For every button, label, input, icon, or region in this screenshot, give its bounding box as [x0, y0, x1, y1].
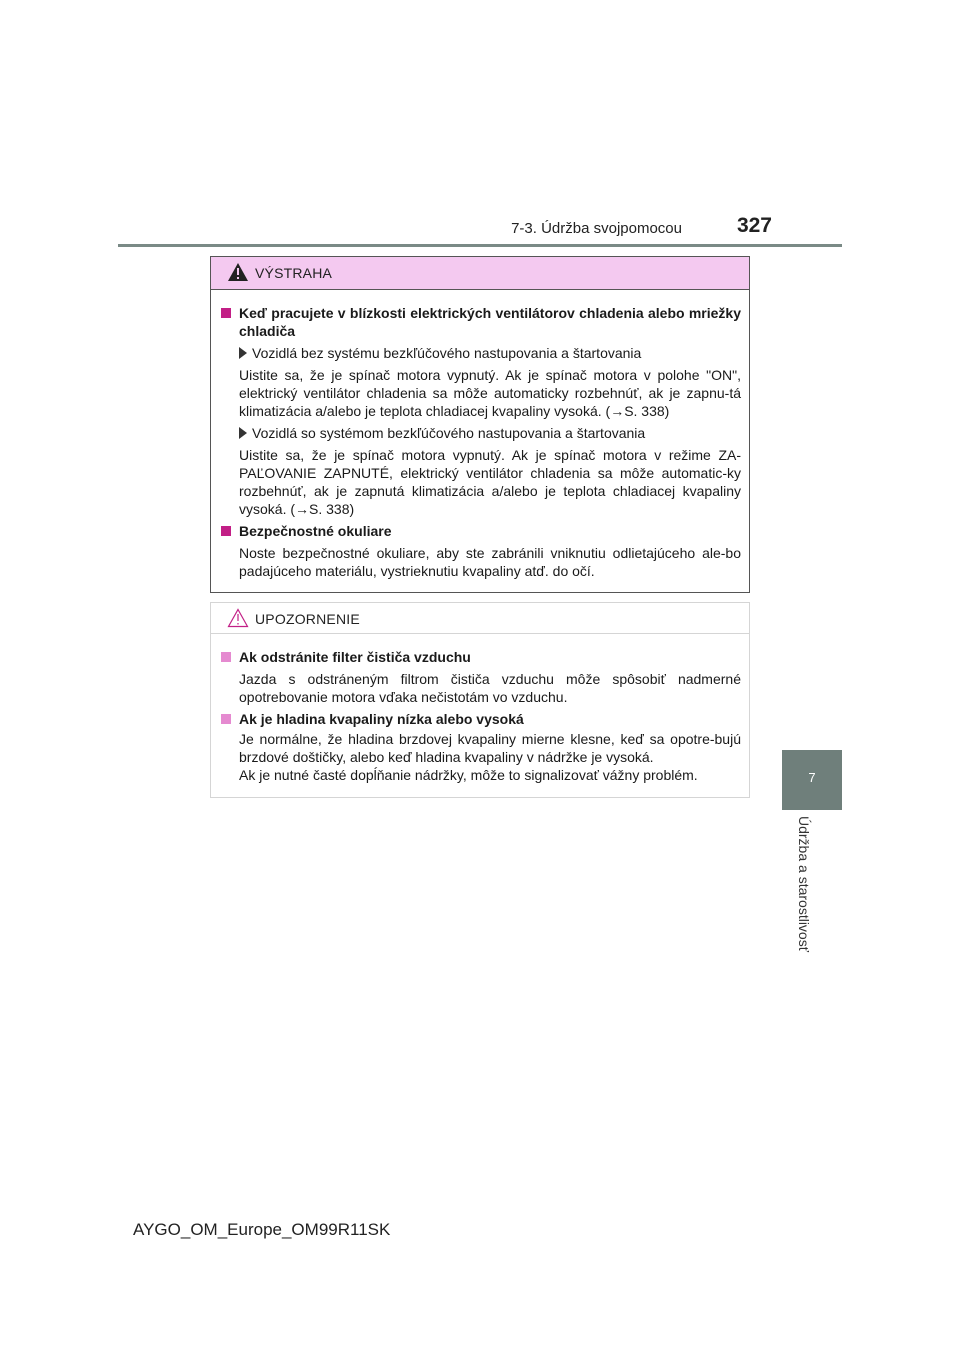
- warning-header: [211, 257, 749, 290]
- heading-text: Keď pracujete v blízkosti elektrických ventilátorov chladenia alebo mriežky chladiča: [239, 305, 741, 339]
- warning-body: [211, 290, 749, 580]
- warning-box: [210, 256, 750, 593]
- caution-item-heading: [219, 648, 741, 666]
- chapter-number: 7: [808, 770, 816, 785]
- heading-text: Bezpečnostné okuliare: [239, 523, 392, 539]
- warning-title: VÝSTRAHA: [255, 265, 333, 281]
- heading-text: Ak je hladina kvapaliny nízka alebo vysoká: [239, 711, 524, 727]
- paragraph: Jazda s odstráneným filtrom čističa vzduchu môže spôsobiť nadmerné opotrebovanie motora vďaka nečistotám vo vzduchu.: [239, 671, 741, 705]
- paragraph: Je normálne, že hladina brzdovej kvapaliny mierne klesne, keď sa opotre-bujú brzdové doštičky, alebo keď hladina kvapaliny v nádržke je vysoká.: [239, 731, 741, 765]
- section-title: 7-3. Údržba svojpomocou: [511, 220, 682, 237]
- header-divider: [118, 244, 842, 247]
- bullet-square-icon: [221, 714, 231, 724]
- bullet-square-icon: [221, 652, 231, 662]
- triangle-arrow-icon: [239, 427, 247, 439]
- caution-box: [210, 602, 750, 798]
- triangle-arrow-icon: [239, 347, 247, 359]
- caution-title: UPOZORNENIE: [255, 611, 360, 627]
- subheading-text: Vozidlá so systémom bezkľúčového nastupovania a štartovania: [252, 425, 646, 441]
- document-id: AYGO_OM_Europe_OM99R11SK: [133, 1220, 391, 1239]
- chapter-tab: [782, 750, 842, 810]
- bullet-square-icon: [221, 308, 231, 318]
- bullet-square-icon: [221, 526, 231, 536]
- caution-item-heading: [219, 710, 741, 728]
- caution-header: [211, 603, 749, 634]
- subheading: [219, 344, 741, 362]
- paragraph: Uistite sa, že je spínač motora vypnutý. Ak je spínač motora v režime ZA-PAĽOVANIE ZAPNUTÉ, elektrický ventilátor chladenia sa môže automatic-ky rozbehnúť, ak je zapnutá klimatizácia a/alebo je teplota chladiacej kvapaliny vysoká. (→S. 338): [239, 447, 741, 517]
- subheading-text: Vozidlá bez systému bezkľúčového nastupovania a štartovania: [252, 345, 642, 361]
- subheading: [219, 424, 741, 442]
- warning-item-heading: [219, 522, 741, 540]
- page-header: [118, 214, 842, 246]
- paragraph: Noste bezpečnostné okuliare, aby ste zabránili vniknutiu odlietajúceho ale-bo padajúceho materiálu, vystrieknutiu kvapaliny atď. do očí.: [239, 545, 741, 579]
- paragraph: Uistite sa, že je spínač motora vypnutý. Ak je spínač motora v polohe "ON", elektrický ventilátor chladenia sa môže automaticky rozbehnúť, ak je zapnu-tá klimatizácia a/alebo je teplota chladiacej kvapaliny vysoká. (→S. 338): [239, 367, 741, 419]
- heading-text: Ak odstránite filter čističa vzduchu: [239, 649, 471, 665]
- warning-item-heading: [219, 304, 741, 340]
- warning-triangle-icon: [227, 262, 249, 282]
- paragraph: Ak je nutné časté dopĺňanie nádržky, môže to signalizovať vážny problém.: [239, 767, 698, 783]
- page-number: 327: [736, 214, 772, 237]
- chapter-label: Údržba a starostlivosť: [796, 816, 812, 952]
- caution-body: [211, 634, 749, 784]
- caution-triangle-icon: [227, 608, 249, 628]
